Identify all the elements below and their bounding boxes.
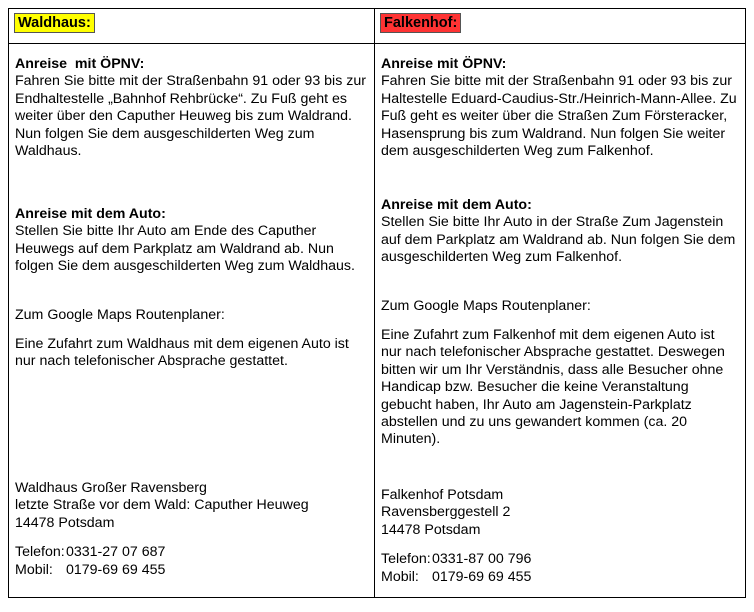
waldhaus-mobile-label: Mobil:: [15, 562, 53, 579]
content-row: [9, 44, 746, 598]
waldhaus-oepnv-text: Fahren Sie bitte mit der Straßenbahn 91 oder 93 bis zur Endhaltestelle „Bahnhof Rehbrücke“. Zu Fuß geht es weiter über den Caputher Heuweg bis zum Waldrand. Nun folgen Sie dem ausgeschilderten Weg zum Waldhaus.: [15, 73, 366, 160]
falkenhof-oepnv-heading: Anreise mit ÖPNV:: [381, 56, 507, 72]
waldhaus-address: [15, 480, 371, 532]
waldhaus-address-line: letzte Straße vor dem Wald: Caputher Heuweg: [15, 497, 309, 514]
falkenhof-address-line: Ravensberggestell 2: [381, 504, 511, 521]
falkenhof-contact: [381, 550, 739, 587]
waldhaus-address-line: Waldhaus Großer Ravensberg: [15, 480, 207, 496]
waldhaus-contact: [15, 543, 367, 580]
waldhaus-access-note: Eine Zufahrt zum Waldhaus mit dem eigenen Auto ist nur nach telefonischer Absprache gestattet.: [15, 336, 349, 370]
falkenhof-oepnv-text: Fahren Sie bitte mit der Straßenbahn 91 oder 93 bis zur Haltestelle Eduard-Caudius-Str./Heinrich-Mann-Allee. Zu Fuß geht es weiter über die Straßen Zum Försteracker, Hasensprung bis zum Waldrand. Nun folgen Sie weiter dem ausgeschilderten Weg zum Falkenhof.: [381, 73, 737, 160]
waldhaus-oepnv-section: [15, 56, 367, 160]
falkenhof-address-line: 14478 Potsdam: [381, 521, 481, 538]
waldhaus-header-cell: [9, 9, 375, 44]
falkenhof-auto-section: [381, 197, 736, 267]
waldhaus-phone-label: Telefon:: [15, 544, 65, 560]
waldhaus-auto-section: [15, 206, 367, 276]
falkenhof-header-cell: [375, 9, 746, 44]
falkenhof-title: Falkenhof:: [380, 13, 461, 33]
falkenhof-mobile[interactable]: 0179-69 69 455: [432, 569, 532, 586]
falkenhof-mobile-label: Mobil:: [381, 569, 419, 586]
falkenhof-auto-text: Stellen Sie bitte Ihr Auto in der Straße Zum Jagenstein auf dem Parkplatz am Waldrand ab. Nun folgen Sie dem ausgeschilderten Weg zum Falkenhof.: [381, 214, 736, 266]
waldhaus-title: Waldhaus:: [14, 13, 95, 33]
locations-table: [8, 8, 746, 598]
falkenhof-phone[interactable]: 0331-87 00 796: [432, 551, 532, 567]
waldhaus-cell: [9, 44, 375, 598]
waldhaus-maps-link[interactable]: Zum Google Maps Routenplaner:: [15, 307, 225, 323]
falkenhof-address-line: Falkenhof Potsdam: [381, 487, 504, 503]
header-row: [9, 9, 746, 44]
waldhaus-mobile[interactable]: 0179-69 69 455: [66, 562, 166, 579]
waldhaus-address-line: 14478 Potsdam: [15, 514, 115, 531]
falkenhof-access-note: Eine Zufahrt zum Falkenhof mit dem eigenen Auto ist nur nach telefonischer Absprache gestattet. Deswegen bitten wir um Ihr Verständnis, dass alle Besucher ohne Handicap bzw. Besucher die keine Veranstaltung gebucht haben, Ihr Auto am Jagenstein-Parkplatz abstellen und zu uns gewandert kommen (ca. 20 Minuten).: [381, 327, 725, 448]
falkenhof-phone-label: Telefon:: [381, 551, 431, 567]
falkenhof-auto-heading: Anreise mit dem Auto:: [381, 197, 532, 213]
waldhaus-phone[interactable]: 0331-27 07 687: [66, 544, 166, 560]
falkenhof-cell: [375, 44, 746, 598]
waldhaus-auto-text: Stellen Sie bitte Ihr Auto am Ende des Caputher Heuwegs auf dem Parkplatz am Waldrand ab. Nun folgen Sie dem ausgeschilderten Weg zum Waldhaus.: [15, 223, 355, 275]
waldhaus-oepnv-heading: Anreise mit ÖPNV:: [15, 56, 145, 72]
falkenhof-oepnv-section: [381, 56, 739, 160]
waldhaus-auto-heading: Anreise mit dem Auto:: [15, 206, 166, 222]
falkenhof-address: [381, 487, 739, 539]
falkenhof-maps-link[interactable]: Zum Google Maps Routenplaner:: [381, 298, 591, 314]
